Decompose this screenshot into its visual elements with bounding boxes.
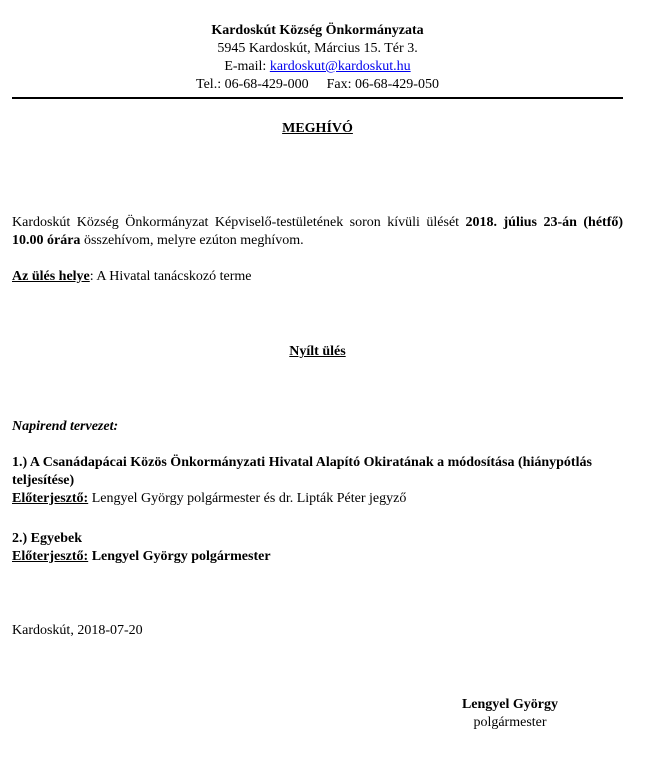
org-name: Kardoskút Község Önkormányzata	[211, 23, 424, 38]
agenda-item-2	[12, 530, 623, 566]
agenda-heading: Napirend tervezet:	[12, 419, 119, 434]
presenter-label: Előterjesztő:	[12, 549, 89, 564]
venue-label: Az ülés helye	[12, 269, 90, 284]
intro-paragraph	[12, 214, 623, 250]
session-type: Nyílt ülés	[289, 344, 346, 359]
agenda-item-presenter	[12, 548, 623, 566]
org-address: 5945 Kardoskút, Március 15. Tér 3.	[217, 41, 418, 56]
agenda-item-presenter	[12, 490, 623, 508]
email-line	[12, 58, 623, 76]
signatory-name: Lengyel György	[461, 697, 559, 712]
fax-text: Fax: 06-68-429-050	[326, 77, 439, 92]
signature-block	[440, 696, 580, 732]
tel-text: Tel.: 06-68-429-000	[196, 77, 309, 92]
venue-line	[12, 268, 623, 286]
intro-text-end: összehívom, melyre ezúton meghívom.	[83, 233, 304, 248]
agenda-item-1	[12, 454, 623, 508]
intro-text: Kardoskút Község Önkormányzat Képviselő-testületének soron kívüli ülését	[12, 215, 460, 230]
presenter-name: Lengyel György polgármester és dr. Lipták Péter jegyző	[91, 491, 407, 506]
meeting-date: 2018. július 23-án (hétfő) 10.00 órára	[12, 215, 624, 248]
signatory-role: polgármester	[473, 715, 547, 730]
email-link[interactable]: kardoskut@kardoskut.hu	[269, 59, 411, 74]
place-date: Kardoskút, 2018-07-20	[12, 623, 143, 638]
presenter-name: Lengyel György polgármester	[91, 549, 271, 564]
agenda-item-title: 1.) A Csanádapácai Közös Önkormányzati Hivatal Alapító Okiratának a módosítása (hiánypótlás teljesítése)	[12, 455, 592, 488]
email-label: E-mail:	[224, 59, 267, 74]
letterhead	[12, 22, 623, 94]
document-title: MEGHÍVÓ	[282, 121, 353, 136]
presenter-label: Előterjesztő:	[12, 491, 89, 506]
venue-value: : A Hivatal tanácskozó terme	[89, 269, 252, 284]
phone-fax-line	[12, 76, 623, 94]
agenda-item-title: 2.) Egyebek	[12, 531, 82, 546]
header-divider	[12, 97, 623, 99]
